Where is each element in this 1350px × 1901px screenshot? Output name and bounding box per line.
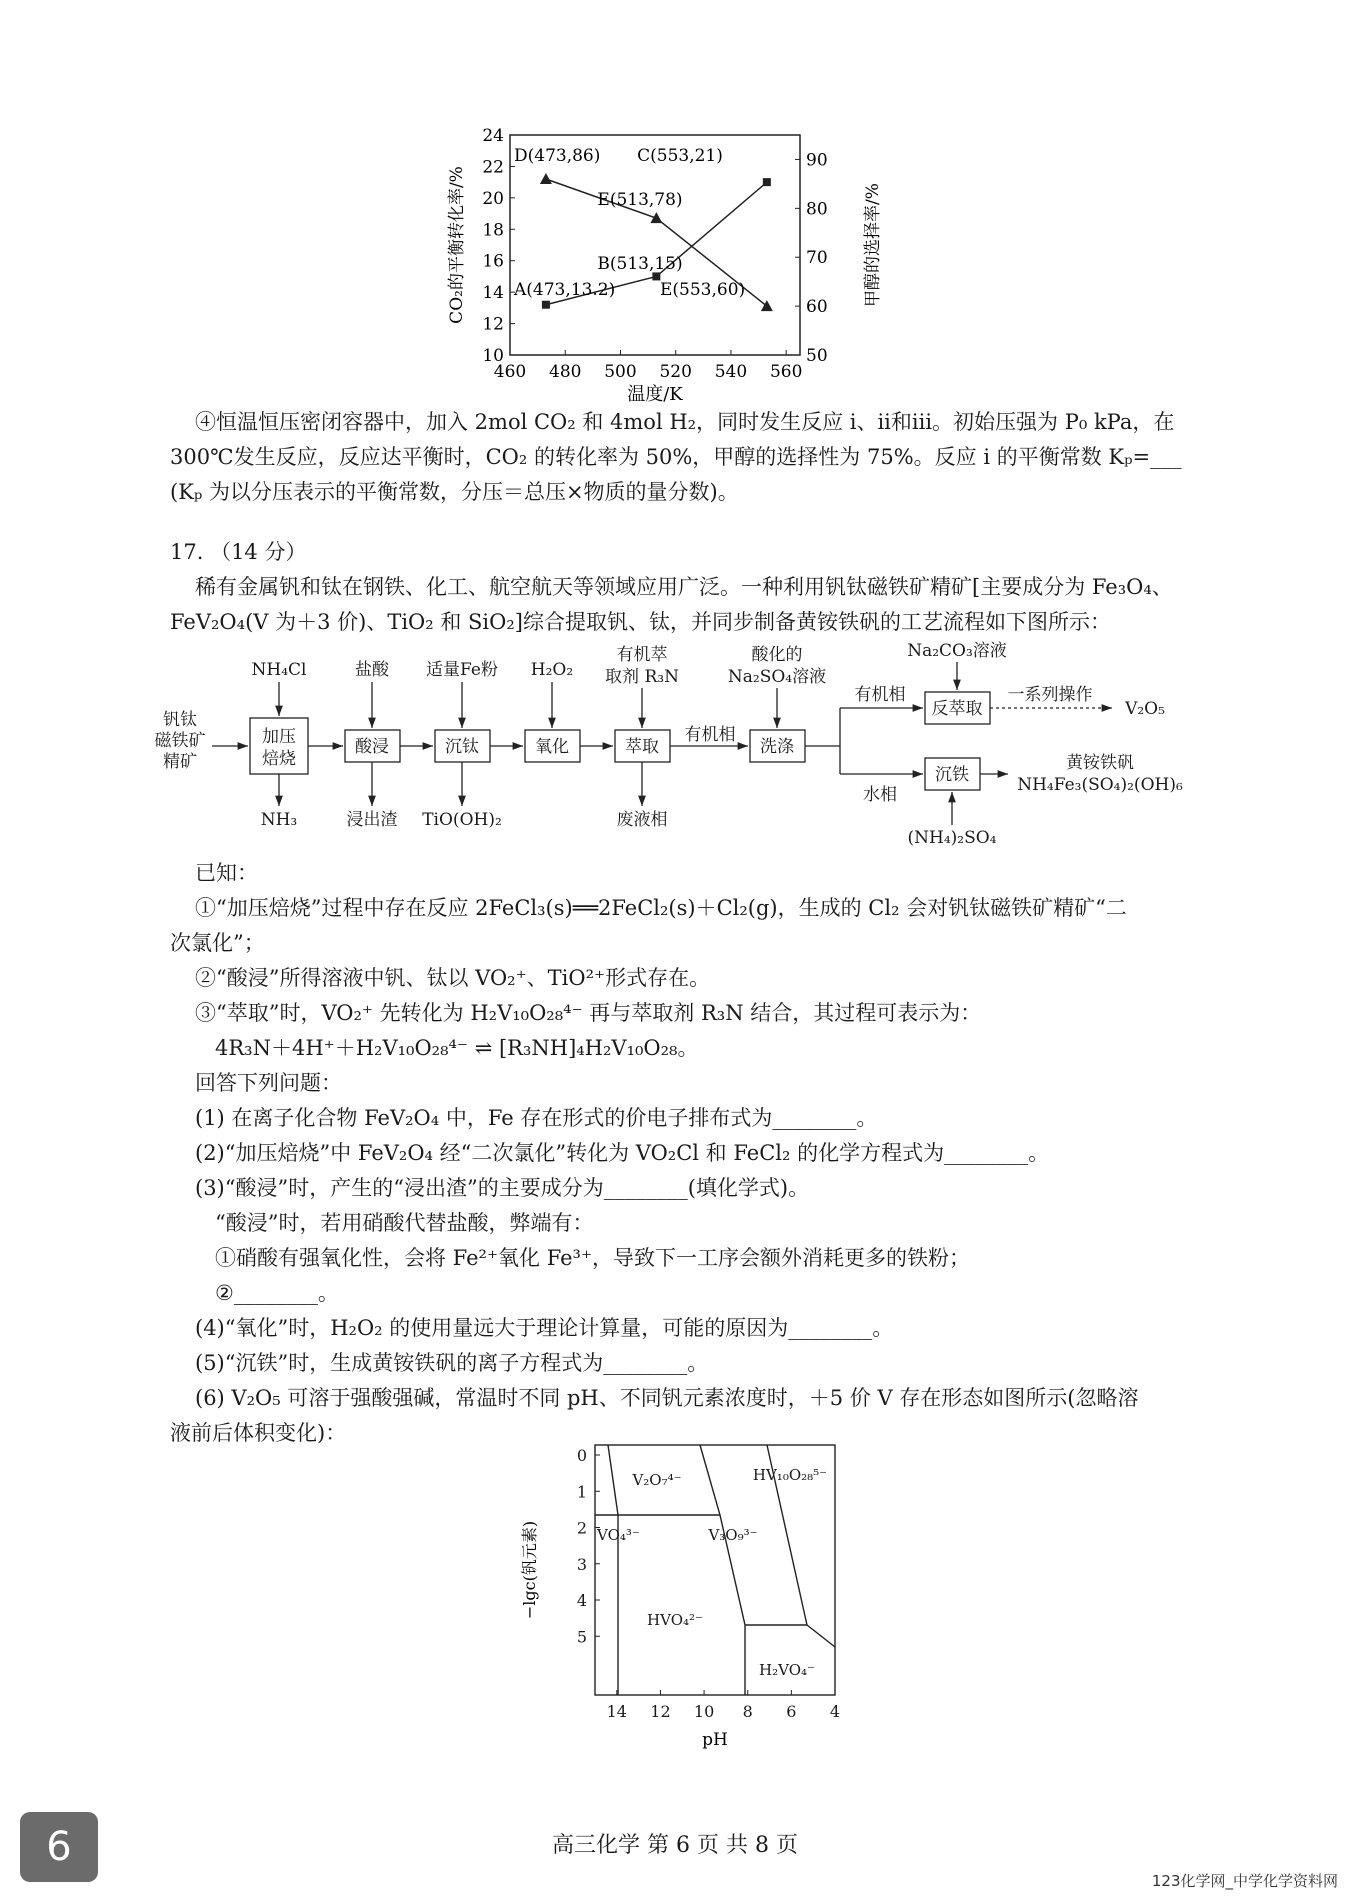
box-ti-precip-label: 沉钛 (445, 737, 479, 757)
top-series-marker-triangle (540, 173, 552, 184)
output-tio-oh2: TiO(OH)₂ (422, 810, 502, 830)
top-point-label: A(473,13.2) (514, 280, 616, 300)
sub-question-3-item-1: ①硝酸有强氧化性，会将 Fe²⁺氧化 Fe³⁺，导致下一工序会额外消耗更多的铁粉； (215, 1246, 971, 1270)
edge-series-ops: 一系列操作 (1007, 685, 1093, 705)
top-point-label: D(473,86) (514, 146, 601, 166)
sub-question-3-drawback: “酸浸”时，若用硝酸代替盐酸，弊端有： (215, 1211, 594, 1235)
region-v3o9: V₃O₉³⁻ (708, 1526, 758, 1544)
top-yleft-tick-label: 22 (482, 157, 504, 178)
region-v2o7: V₂O₇⁴⁻ (632, 1471, 682, 1489)
top-xtick-label: 560 (769, 362, 803, 382)
q4-line-1: ④恒温恒压密闭容器中，加入 2mol CO₂ 和 4mol H₂，同时发生反应 i、ii和iii。初始压强为 P₀ kPa，在 (195, 410, 1175, 434)
sub-question-3: (3)“酸浸”时，产生的“浸出渣”的主要成分为________(填化学式)。 (195, 1176, 810, 1200)
diagram-ylabel: −lgc(钒元素) (520, 1520, 539, 1620)
box-extract-label: 萃取 (625, 737, 659, 757)
top-chart (440, 125, 890, 410)
edge-organic-1: 有机相 (684, 725, 736, 745)
output-jarosite-formula: NH₄Fe₃(SO₄)₂(OH)₆ (1017, 775, 1183, 795)
q4-line-3: (Kₚ 为以分压表示的平衡常数，分压＝总压×物质的量分数)。 (170, 480, 739, 504)
edge-aqueous: 水相 (863, 785, 897, 805)
sub-question-6a: (6) V₂O₅ 可溶于强酸强碱，常温时不同 pH、不同钒元素浓度时，＋5 价 V 存在形态如图所示(忽略溶 (195, 1386, 1139, 1410)
diagram-ytick-label: 5 (576, 1627, 587, 1647)
known-2: ②“酸浸”所得溶液中钒、钛以 VO₂⁺、TiO²⁺形式存在。 (195, 966, 711, 990)
top-yleft-tick-label: 24 (482, 126, 504, 146)
sub-question-4: (4)“氧化”时，H₂O₂ 的使用量远大于理论计算量，可能的原因为________。 (195, 1316, 894, 1340)
top-chart-xlabel: 温度/K (627, 384, 683, 405)
top-yleft-tick-label: 10 (482, 346, 504, 366)
output-jarosite-name: 黄铵铁矾 (1066, 753, 1134, 773)
top-series-marker-square (763, 178, 771, 186)
input-h2o2: H₂O₂ (530, 660, 574, 680)
top-point-label: E(553,60) (660, 280, 746, 300)
top-yright-tick-label: 70 (806, 248, 828, 269)
sub-question-5: (5)“沉铁”时，生成黄铵铁矾的离子方程式为________。 (195, 1351, 709, 1375)
watermark: 123化学网_中学化学资料网 (1151, 1872, 1338, 1890)
top-chart-frame (510, 135, 800, 355)
known-3: ③“萃取”时，VO₂⁺ 先转化为 H₂V₁₀O₂₈⁴⁻ 再与萃取剂 R₃N 结合，其过程可表示为： (195, 1001, 982, 1025)
input-extractant-1: 有机萃 (616, 645, 668, 665)
top-yleft-tick-label: 12 (482, 314, 504, 335)
input-extractant-2: 取剂 R₃N (605, 667, 679, 687)
top-point-label: B(513,15) (597, 254, 683, 274)
q4-line-2: 300℃发生反应，反应达平衡时，CO₂ 的转化率为 50%，甲醇的选择性为 75%。反应 i 的平衡常数 Kₚ=___ (170, 445, 1182, 469)
input-acidified-2: Na₂SO₄溶液 (727, 667, 827, 687)
edge-organic-2: 有机相 (854, 685, 906, 705)
intro-line-1: 稀有金属钒和钛在钢铁、化工、航空航天等领域应用广泛。一种利用钒钛磁铁矿精矿[主要成分为 Fe₃O₄、 (195, 575, 1173, 599)
top-yleft-tick-label: 16 (482, 251, 504, 272)
intro-line-2: FeV₂O₄(V 为＋3 价)、TiO₂ 和 SiO₂]综合提取钒、钛，并同步制备黄铵铁矾的工艺流程如下图所示： (170, 610, 1111, 634)
top-chart-ylabel-right: 甲醇的选择率/% (863, 183, 883, 307)
raw-material-line-1: 钒钛 (163, 710, 197, 730)
vanadium-species-diagram (505, 1440, 845, 1760)
diagram-ytick-label: 4 (576, 1591, 587, 1610)
diagram-xlabel: pH (702, 1730, 728, 1750)
output-waste: 废液相 (616, 810, 668, 830)
top-yright-tick-label: 80 (806, 199, 828, 220)
top-point-label: E(513,78) (597, 190, 683, 210)
known-header: 已知： (195, 861, 258, 885)
output-nh3: NH₃ (260, 810, 298, 830)
top-xtick-label: 520 (659, 362, 692, 382)
top-yright-tick-label: 50 (806, 346, 828, 366)
raw-material-line-3: 精矿 (163, 752, 197, 772)
box-strip-label: 反萃取 (931, 699, 983, 719)
diagram-xtick-label: 14 (606, 1702, 627, 1721)
box-roast-label-1: 加压 (262, 727, 296, 747)
region-hvo4: HVO₄²⁻ (647, 1611, 703, 1629)
top-yleft-tick-label: 14 (482, 283, 504, 304)
top-yleft-tick-label: 18 (482, 220, 504, 241)
box-acid-leach-label: 酸浸 (355, 737, 389, 757)
output-v2o5: V₂O₅ (1125, 699, 1165, 719)
process-flowchart (140, 640, 1200, 855)
diagram-xtick-label: 8 (742, 1702, 753, 1721)
top-series-marker-square (542, 301, 550, 309)
box-wash-label: 洗涤 (760, 737, 794, 757)
input-nh4cl: NH₄Cl (251, 660, 307, 680)
region-h2vo4: H₂VO₄⁻ (759, 1661, 815, 1679)
top-xtick-label: 500 (604, 362, 637, 382)
top-yleft-tick-label: 20 (482, 188, 504, 209)
diagram-ytick-label: 3 (576, 1554, 587, 1574)
answer-prompt: 回答下列问题： (195, 1071, 342, 1095)
input-acidified-1: 酸化的 (751, 645, 803, 665)
box-oxidize-label: 氧化 (535, 737, 569, 757)
top-xtick-label: 460 (493, 362, 527, 382)
input-fe-powder: 适量Fe粉 (426, 660, 498, 680)
page-footer: 高三化学 第 6 页 共 8 页 (552, 1833, 798, 1858)
q17-header: 17. （14 分） (170, 540, 307, 564)
known-1b: 次氯化”； (170, 931, 265, 955)
top-xtick-label: 540 (714, 362, 748, 382)
top-series-marker-triangle (650, 212, 662, 223)
input-na2co3: Na₂CO₃溶液 (907, 641, 1007, 661)
sub-question-6b: 液前后体积变化)： (170, 1421, 347, 1445)
page-number-badge: 6 (20, 1812, 98, 1882)
input-nh4-2so4: (NH₄)₂SO₄ (907, 828, 997, 848)
sub-question-2: (2)“加压焙烧”中 FeV₂O₄ 经“二次氯化”转化为 VO₂Cl 和 FeCl₂ 的化学方程式为________。 (195, 1141, 1050, 1165)
top-yright-tick-label: 60 (806, 297, 828, 318)
sub-question-1: (1) 在离子化合物 FeV₂O₄ 中，Fe 存在形式的价电子排布式为________。 (195, 1106, 878, 1130)
box-roast-label-2: 焙烧 (262, 749, 296, 769)
input-hcl: 盐酸 (355, 660, 389, 680)
diagram-ytick-label: 1 (576, 1482, 587, 1502)
known-1a: ①“加压焙烧”过程中存在反应 2FeCl₃(s)══2FeCl₂(s)＋Cl₂(g)，生成的 Cl₂ 会对钒钛磁铁矿精矿“二 (195, 896, 1127, 920)
raw-material-line-2: 磁铁矿 (154, 731, 206, 751)
top-series-marker-triangle (761, 300, 773, 311)
diagram-xtick-label: 12 (650, 1702, 671, 1721)
region-vo4: VO₄³⁻ (597, 1526, 640, 1544)
sub-question-3-item-2: ②________。 (215, 1281, 339, 1305)
box-fe-precip-label: 沉铁 (935, 765, 969, 785)
diagram-xtick-label: 6 (786, 1702, 797, 1721)
output-residue: 浸出渣 (346, 810, 398, 830)
top-point-label: C(553,21) (637, 146, 723, 166)
top-xtick-label: 480 (549, 362, 582, 382)
region-hv10o28: HV₁₀O₂₈⁵⁻ (752, 1466, 828, 1484)
top-yright-tick-label: 90 (806, 150, 828, 171)
known-3-equation: 4R₃N＋4H⁺＋H₂V₁₀O₂₈⁴⁻ ⇌ [R₃NH]₄H₂V₁₀O₂₈。 (215, 1036, 699, 1060)
diagram-xtick-label: 10 (693, 1702, 715, 1721)
diagram-ytick-label: 2 (576, 1518, 587, 1538)
top-chart-ylabel-left: CO₂的平衡转化率/% (447, 166, 467, 324)
diagram-xtick-label: 4 (829, 1702, 841, 1721)
diagram-ytick-label: 0 (576, 1446, 587, 1465)
